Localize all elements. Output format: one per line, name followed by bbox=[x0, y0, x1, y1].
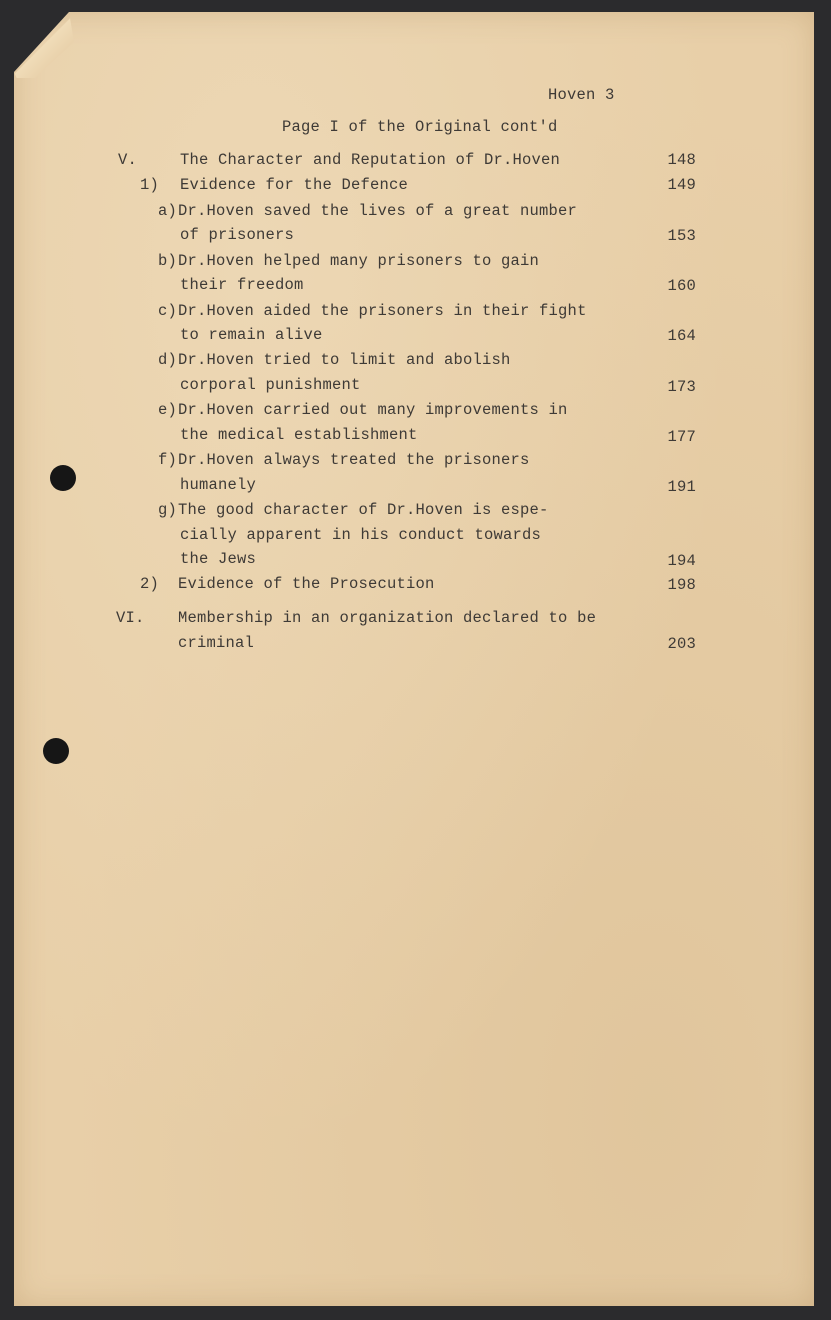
entry-text: The Character and Reputation of Dr.Hoven bbox=[180, 151, 561, 169]
entry-text: to remain alive bbox=[180, 326, 323, 344]
entry-text: corporal punishment bbox=[180, 376, 361, 394]
entry-label: c) bbox=[158, 302, 178, 320]
entry-label: e) bbox=[158, 401, 178, 419]
page-header: Hoven 3 bbox=[548, 86, 615, 104]
entry-text: Dr.Hoven saved the lives of a great number bbox=[178, 202, 578, 220]
entry-page: 191 bbox=[667, 478, 696, 496]
entry-label: a) bbox=[158, 202, 178, 220]
entry-label: 2) bbox=[140, 575, 160, 593]
entry-label: f) bbox=[158, 451, 178, 469]
entry-text: cially apparent in his conduct towards bbox=[180, 526, 542, 544]
entry-label: g) bbox=[158, 501, 178, 519]
entry-text: Dr.Hoven helped many prisoners to gain bbox=[178, 252, 540, 270]
entry-text: of prisoners bbox=[180, 226, 295, 244]
punch-hole-icon bbox=[43, 738, 69, 764]
entry-text: Evidence of the Prosecution bbox=[178, 575, 435, 593]
entry-page: 149 bbox=[667, 176, 696, 194]
entry-page: 173 bbox=[667, 378, 696, 396]
entry-page: 198 bbox=[667, 576, 696, 594]
entry-text: humanely bbox=[180, 476, 257, 494]
entry-text: the Jews bbox=[180, 550, 257, 568]
entry-text: Dr.Hoven aided the prisoners in their fight bbox=[178, 302, 587, 320]
entry-text: their freedom bbox=[180, 276, 304, 294]
entry-page: 194 bbox=[667, 552, 696, 570]
entry-label: b) bbox=[158, 252, 178, 270]
entry-label: 1) bbox=[140, 176, 160, 194]
entry-page: 203 bbox=[667, 635, 696, 653]
entry-text: Membership in an organization declared to be bbox=[178, 609, 597, 627]
entry-text: Dr.Hoven always treated the prisoners bbox=[178, 451, 530, 469]
entry-text: the medical establishment bbox=[180, 426, 418, 444]
page-title: Page I of the Original cont'd bbox=[282, 118, 558, 136]
entry-text: Dr.Hoven tried to limit and abolish bbox=[178, 351, 511, 369]
entry-text: The good character of Dr.Hoven is espe- bbox=[178, 501, 549, 519]
entry-label: VI. bbox=[116, 609, 145, 627]
entry-page: 177 bbox=[667, 428, 696, 446]
entry-page: 164 bbox=[667, 327, 696, 345]
entry-text: Evidence for the Defence bbox=[180, 176, 409, 194]
entry-label: d) bbox=[158, 351, 178, 369]
entry-page: 153 bbox=[667, 227, 696, 245]
entry-page: 148 bbox=[667, 151, 696, 169]
entry-page: 160 bbox=[667, 277, 696, 295]
entry-label: V. bbox=[118, 151, 138, 169]
punch-hole-icon bbox=[50, 465, 76, 491]
entry-text: criminal bbox=[178, 634, 255, 652]
entry-text: Dr.Hoven carried out many improvements in bbox=[178, 401, 568, 419]
